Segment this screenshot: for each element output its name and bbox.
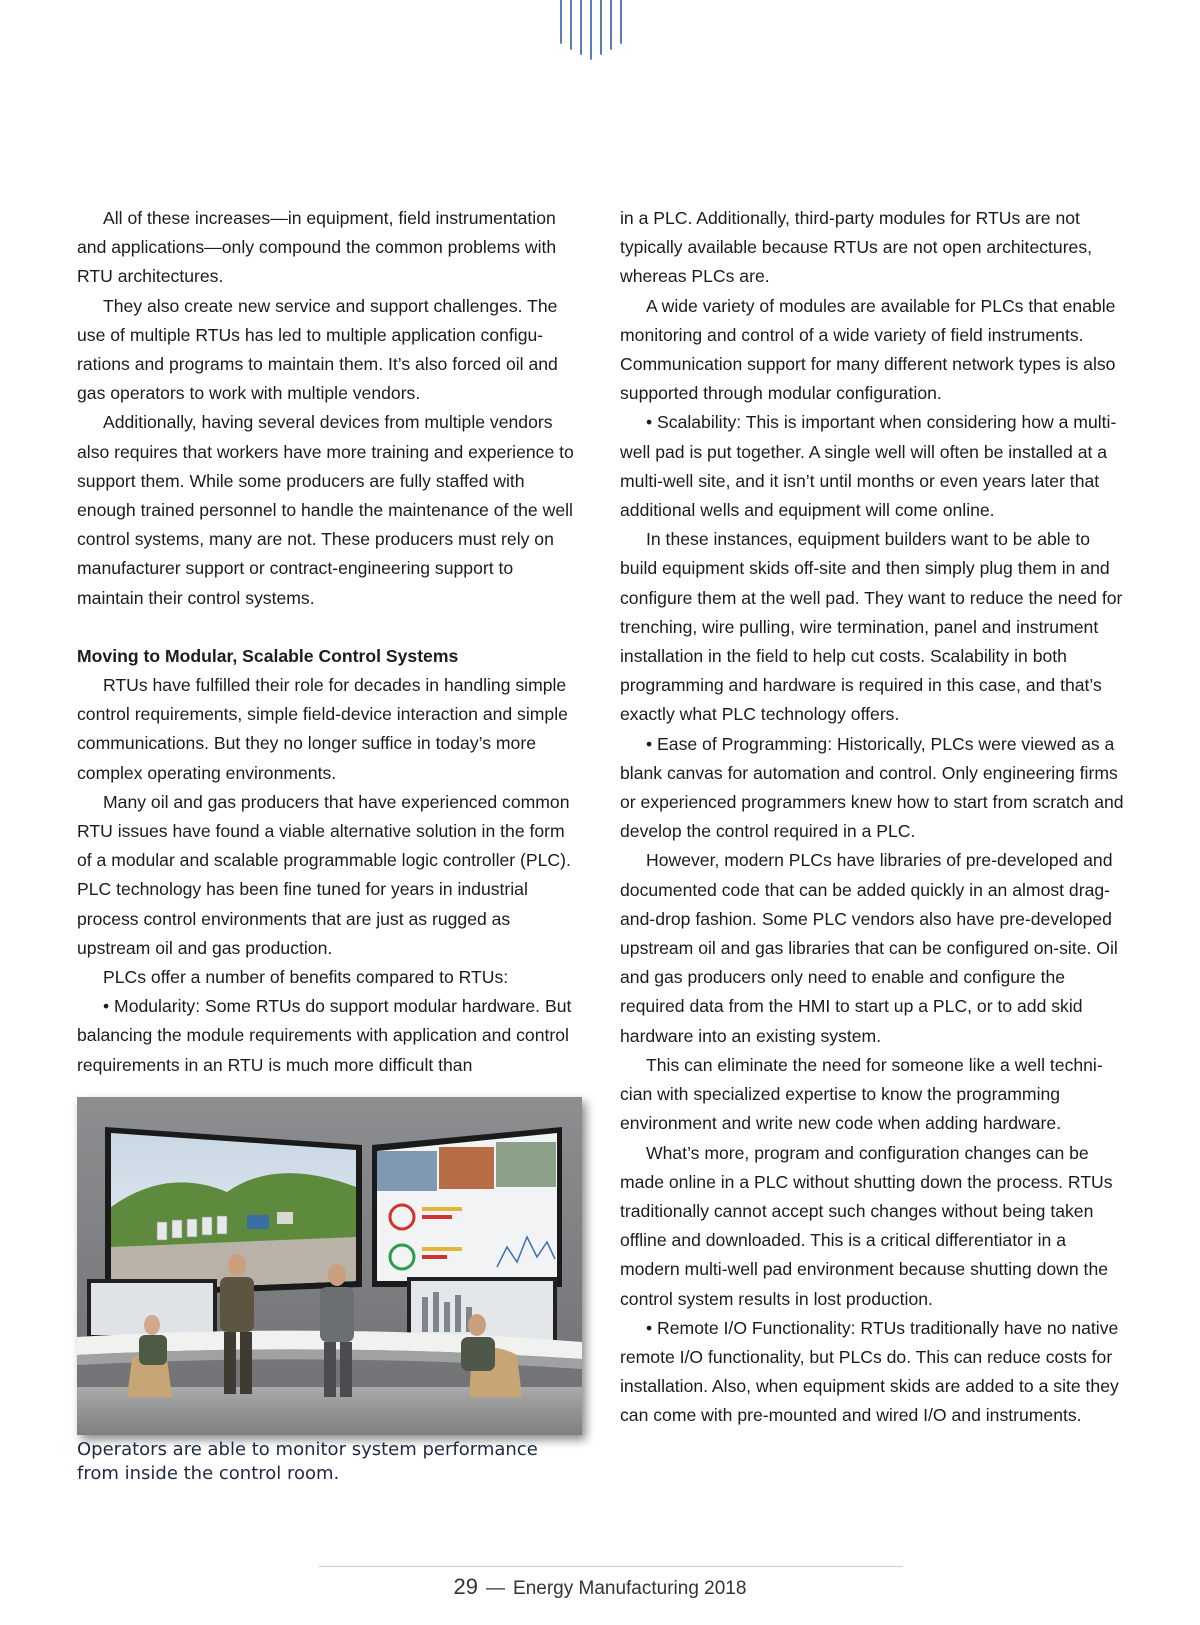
section-heading: Moving to Modular, Scalable Control Systems <box>77 645 459 666</box>
body-paragraph: RTUs have fulfilled their role for decades in handling simple control requirements, simple field-device interaction and simple communications. But they no longer suffice in today’s more complex operating environments. <box>77 675 568 783</box>
body-paragraph: Many oil and gas producers that have experienced common RTU issues have found a viable alternative solution in the form of a modular and scalable programmable logic controller (PLC). PLC technology has been fine tuned for years in industrial process control environments that are just as rugged as upstream oil and gas production. <box>77 791 571 958</box>
body-paragraph: All of these increases—in equipment, field instrumentation and applications—only compound the common problems with RTU architectures. <box>77 208 557 287</box>
body-paragraph: This can eliminate the need for someone like a well technician with specialized expertise to know the programming environment and write new code when adding hardware. <box>620 1054 1103 1134</box>
decorative-lines <box>560 0 644 62</box>
body-paragraph: • Scalability: This is important when considering how a multi-well pad is put together. A single well will often be installed at a multi-well site, and it isn’t until months or even years later that additional wells and equipment will come online. <box>620 412 1117 521</box>
body-paragraph: However, modern PLCs have libraries of pre-developed and documented code that can be added quickly in an almost drag-and-drop fashion. Some PLC vendors also have pre-developed upstream oil and gas libraries that can be configured on-site. Oil and gas producers only need to enable and configure the required data from the HMI to start up a PLC, or to add skid hardware into an existing system. <box>620 850 1118 1046</box>
body-paragraph: They also create new service and support challenges. The use of multiple RTUs has led to multiple application configurations and programs to maintain them. It’s also forced oil and gas operators to work with multiple vendors. <box>77 295 558 404</box>
body-paragraph: • Remote I/O Functionality: RTUs traditionally have no native remote I/O functionality, but PLCs do. This can reduce costs for installation. Also, when equipment skids are added to a site they can come with pre-mounted and wired I/O and instruments. <box>620 1317 1119 1426</box>
footer-dash: — <box>486 1578 506 1599</box>
page-footer <box>0 1574 1200 1600</box>
page-number: 29 <box>453 1574 479 1599</box>
body-paragraph: • Modularity: Some RTUs do support modular hardware. But balancing the module requirements with application and control requirements in an RTU is much more difficult than <box>77 996 572 1075</box>
control-room-photo <box>77 1097 582 1435</box>
body-paragraph: What’s more, program and configuration changes can be made online in a PLC without shutting down the process. RTUs traditionally cannot accept such changes without being taken offline and downloaded. This is a critical differentiator in a modern multi-well pad environment because shutting down the control system results in lost production. <box>620 1142 1113 1309</box>
body-paragraph: in a PLC. Additionally, third-party modules for RTUs are not typically available because RTUs are not open architectures, whereas PLCs are. <box>620 208 1093 287</box>
body-paragraph: PLCs offer a number of benefits compared to RTUs: <box>103 967 509 988</box>
figure-caption: Operators are able to monitor system performance from inside the control room. <box>77 1439 538 1484</box>
body-paragraph: • Ease of Programming: Historically, PLCs were viewed as a blank canvas for automation and control. Only engineering firms or experienced programmers knew how to start from scratch and develop the control required in a PLC. <box>620 733 1124 842</box>
publication-name: Energy Manufacturing 2018 <box>513 1578 747 1599</box>
body-paragraph: Additionally, having several devices from multiple vendors also requires that workers have more training and experience to support them. While some producers are fully staffed with enough trained personnel to handle the maintenance of the well control systems, many are not. These producers must rely on manufacturer support or contract-engineering support to maintain their control systems. <box>77 412 574 608</box>
body-paragraph: In these instances, equipment builders want to be able to build equipment skids off-site and then simply plug them in and configure them at the well pad. They want to reduce the need for trenching, wire pulling, wire termination, panel and instrument installation in the field to help cut costs. Scalability in both programming and hardware is required in this case, and that’s exactly what PLC technology offers. <box>620 529 1123 725</box>
body-paragraph: A wide variety of modules are available for PLCs that enable monitoring and control of a wide variety of field instruments. Communication support for many different network types is also supported through modular configuration. <box>620 295 1116 404</box>
left-column <box>77 204 577 1080</box>
right-column <box>620 204 1125 1431</box>
footer-divider <box>319 1566 903 1567</box>
